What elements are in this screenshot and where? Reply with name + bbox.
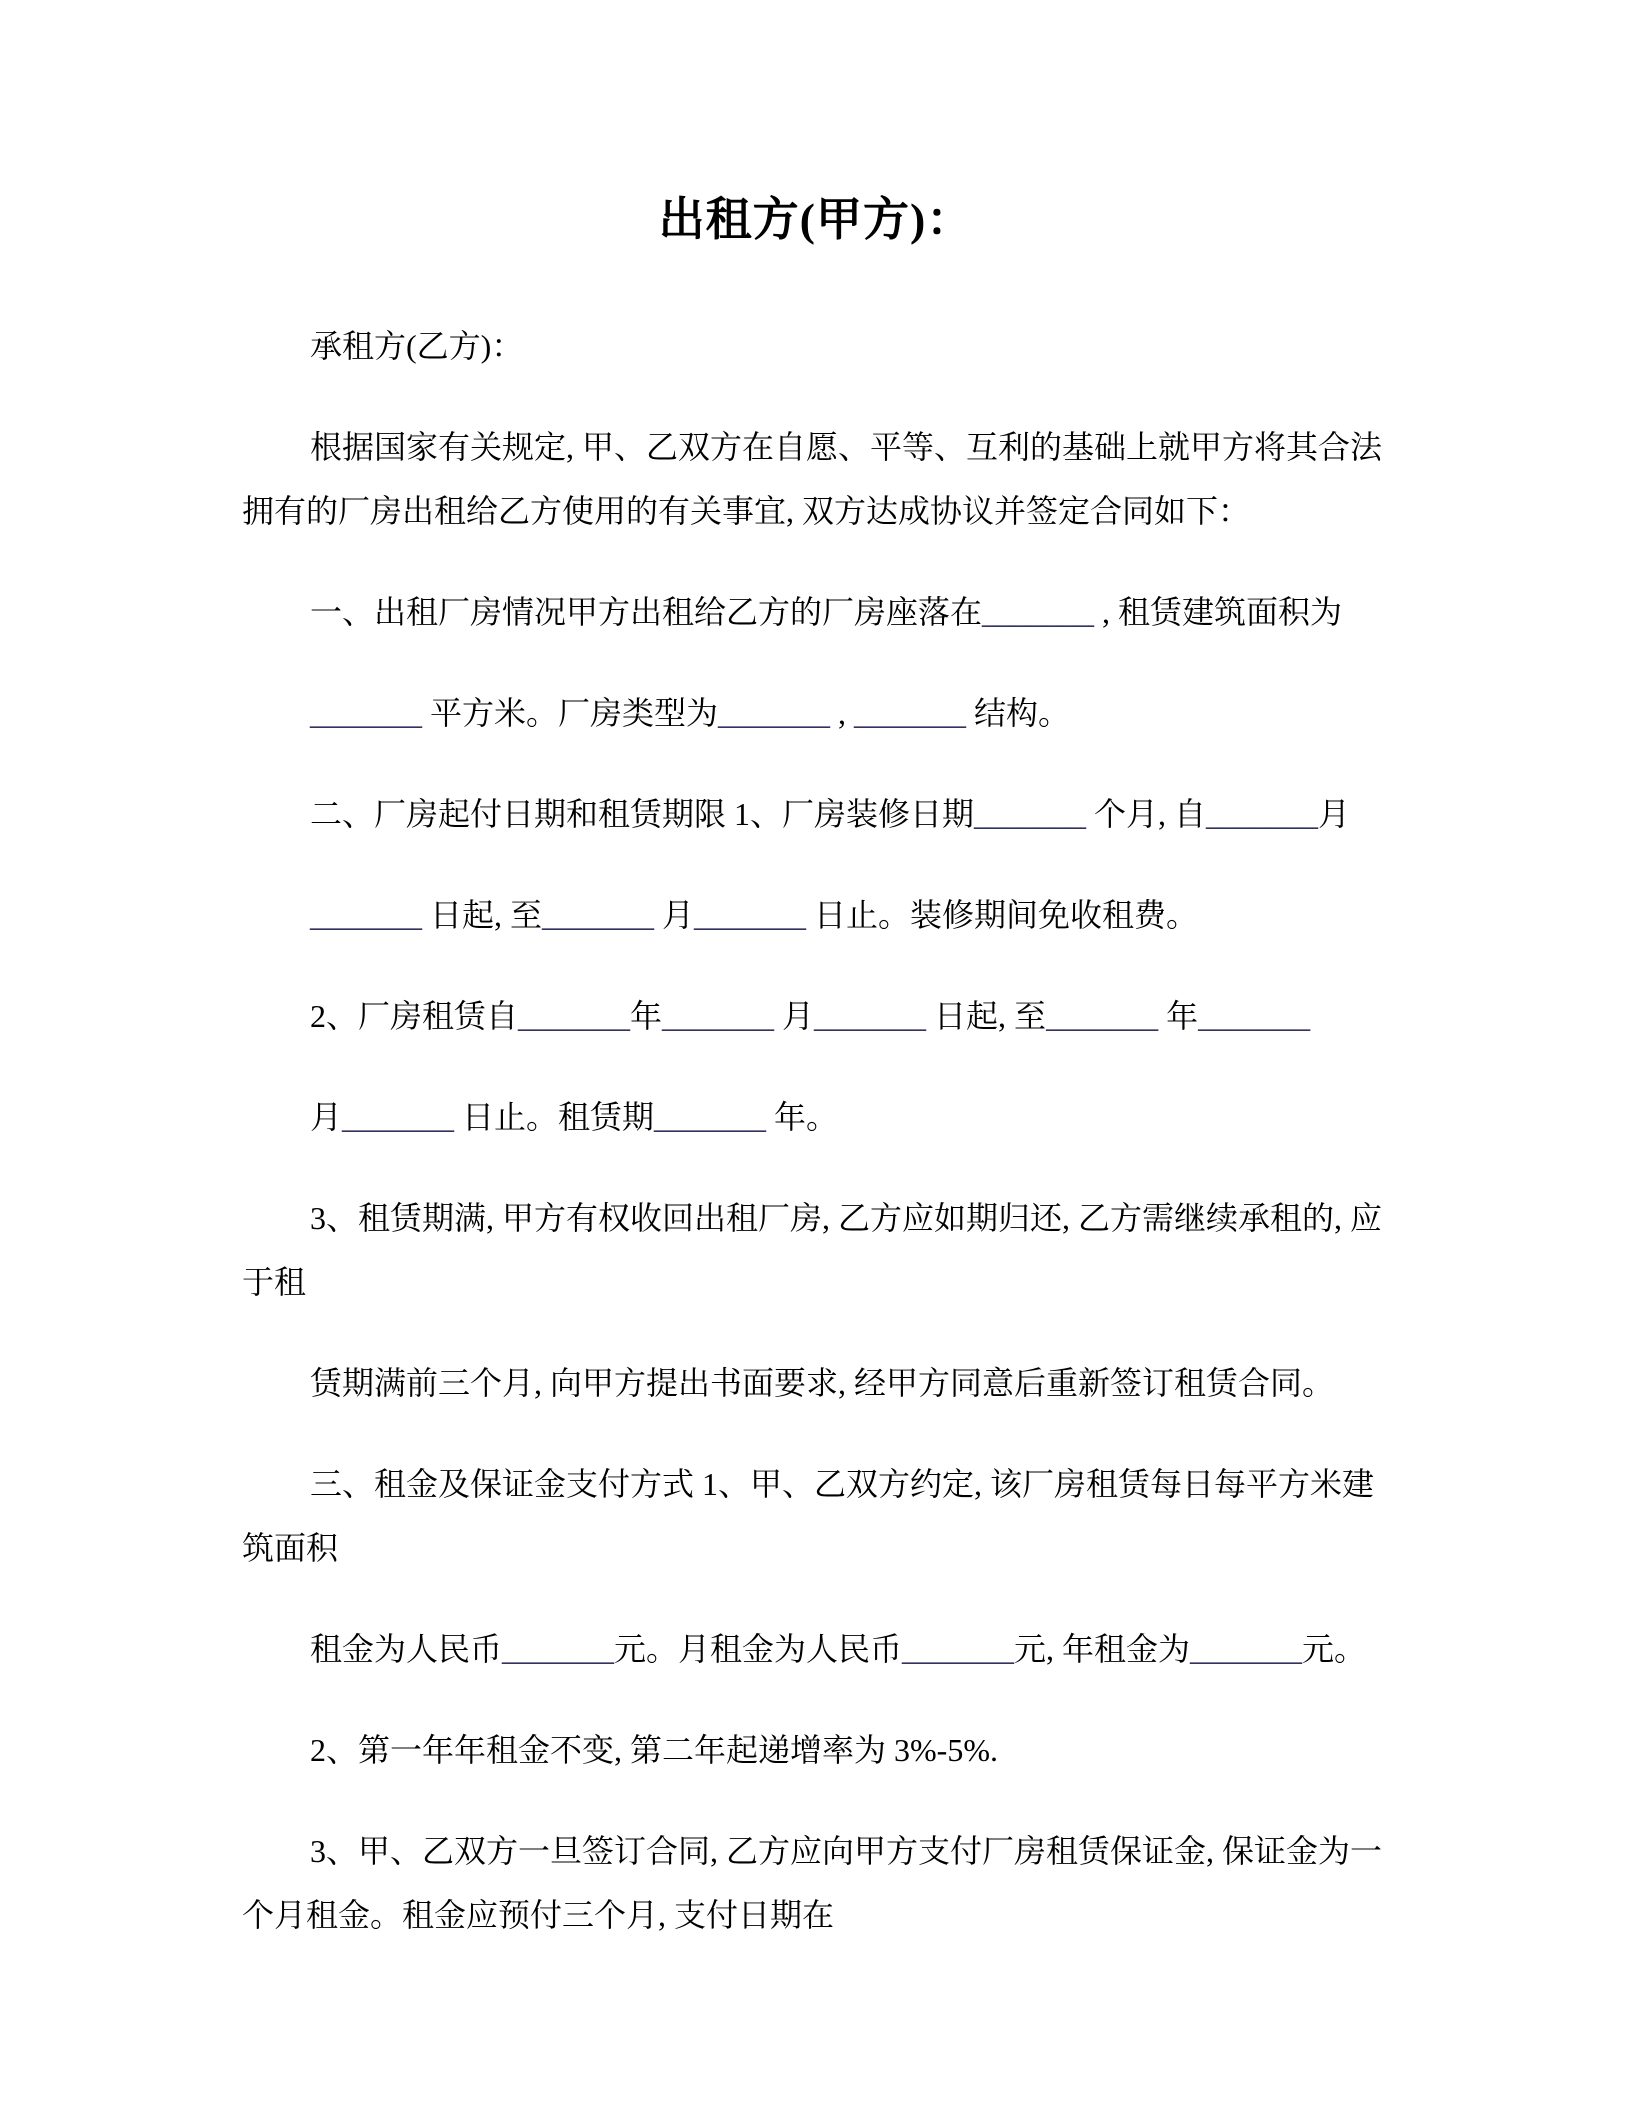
contract-line-clause3-3-cont: 个月租金。租金应预付三个月, 支付日期在 [242, 1897, 835, 1933]
fill-in-blank: _______ [310, 897, 422, 933]
fill-in-blank: _______ [982, 594, 1095, 630]
fill-in-blank: _______ [814, 998, 927, 1034]
fill-in-blank: _______ [662, 998, 775, 1034]
fill-in-blank: _______ [542, 897, 655, 933]
contract-line-clause2-3-end: 赁期满前三个月, 向甲方提出书面要求, 经甲方同意后重新签订租赁合同。 [310, 1365, 1335, 1401]
contract-line-clause3-1: 三、租金及保证金支付方式 1、甲、乙双方约定, 该厂房租赁每日每平方米建 [310, 1466, 1375, 1502]
fill-in-blank: _______ [718, 695, 831, 731]
fill-in-blank: _______ [518, 998, 631, 1034]
contract-line-clause2-2: 2、厂房租赁自_______年_______ 月_______ 日起, 至_______ 年_______ [310, 998, 1311, 1034]
fill-in-blank: _______ [694, 897, 807, 933]
fill-in-blank: _______ [654, 1099, 767, 1135]
contract-line-preamble-cont: 拥有的厂房出租给乙方使用的有关事宜, 双方达成协议并签定合同如下： [242, 493, 1251, 529]
contract-line-lessee: 承租方(乙方)： [310, 328, 524, 364]
contract-line-clause1: 一、出租厂房情况甲方出租给乙方的厂房座落在_______ , 租赁建筑面积为 [310, 594, 1343, 630]
contract-line-clause2-3: 3、租赁期满, 甲方有权收回出租厂房, 乙方应如期归还, 乙方需继续承租的, 应 [310, 1200, 1383, 1236]
contract-line-preamble: 根据国家有关规定, 甲、乙双方在自愿、平等、互利的基础上就甲方将其合法 [310, 429, 1383, 465]
fill-in-blank: _______ [1206, 796, 1319, 832]
contract-line-clause2-1-cont: _______ 日起, 至_______ 月_______ 日止。装修期间免收租费。 [310, 897, 1199, 933]
contract-line-clause3-rent: 租金为人民币_______元。月租金为人民币_______元, 年租金为_______元。 [310, 1631, 1367, 1667]
fill-in-blank: _______ [502, 1631, 615, 1667]
contract-line-clause2-3-cont: 于租 [242, 1264, 307, 1300]
fill-in-blank: _______ [902, 1631, 1015, 1667]
fill-in-blank: _______ [1190, 1631, 1303, 1667]
contract-line-clause2-1: 二、厂房起付日期和租赁期限 1、厂房装修日期_______ 个月, 自_______月 [310, 796, 1351, 832]
fill-in-blank: _______ [1198, 998, 1311, 1034]
fill-in-blank: _______ [1046, 998, 1159, 1034]
contract-line-clause3-3: 3、甲、乙双方一旦签订合同, 乙方应向甲方支付厂房租赁保证金, 保证金为一 [310, 1833, 1383, 1869]
fill-in-blank: _______ [974, 796, 1087, 832]
document-title: 出租方(甲方)： [658, 194, 974, 245]
contract-line-clause3-1-cont: 筑面积 [242, 1530, 339, 1566]
contract-line-clause3-2: 2、第一年年租金不变, 第二年起递增率为 3%-5%. [310, 1732, 998, 1768]
fill-in-blank: _______ [854, 695, 967, 731]
contract-line-clause2-2-cont: 月_______ 日止。租赁期_______ 年。 [310, 1099, 839, 1135]
contract-line-clause1-cont: _______ 平方米。厂房类型为_______ , _______ 结构。 [310, 695, 1071, 731]
fill-in-blank: _______ [310, 695, 422, 731]
fill-in-blank: _______ [342, 1099, 455, 1135]
